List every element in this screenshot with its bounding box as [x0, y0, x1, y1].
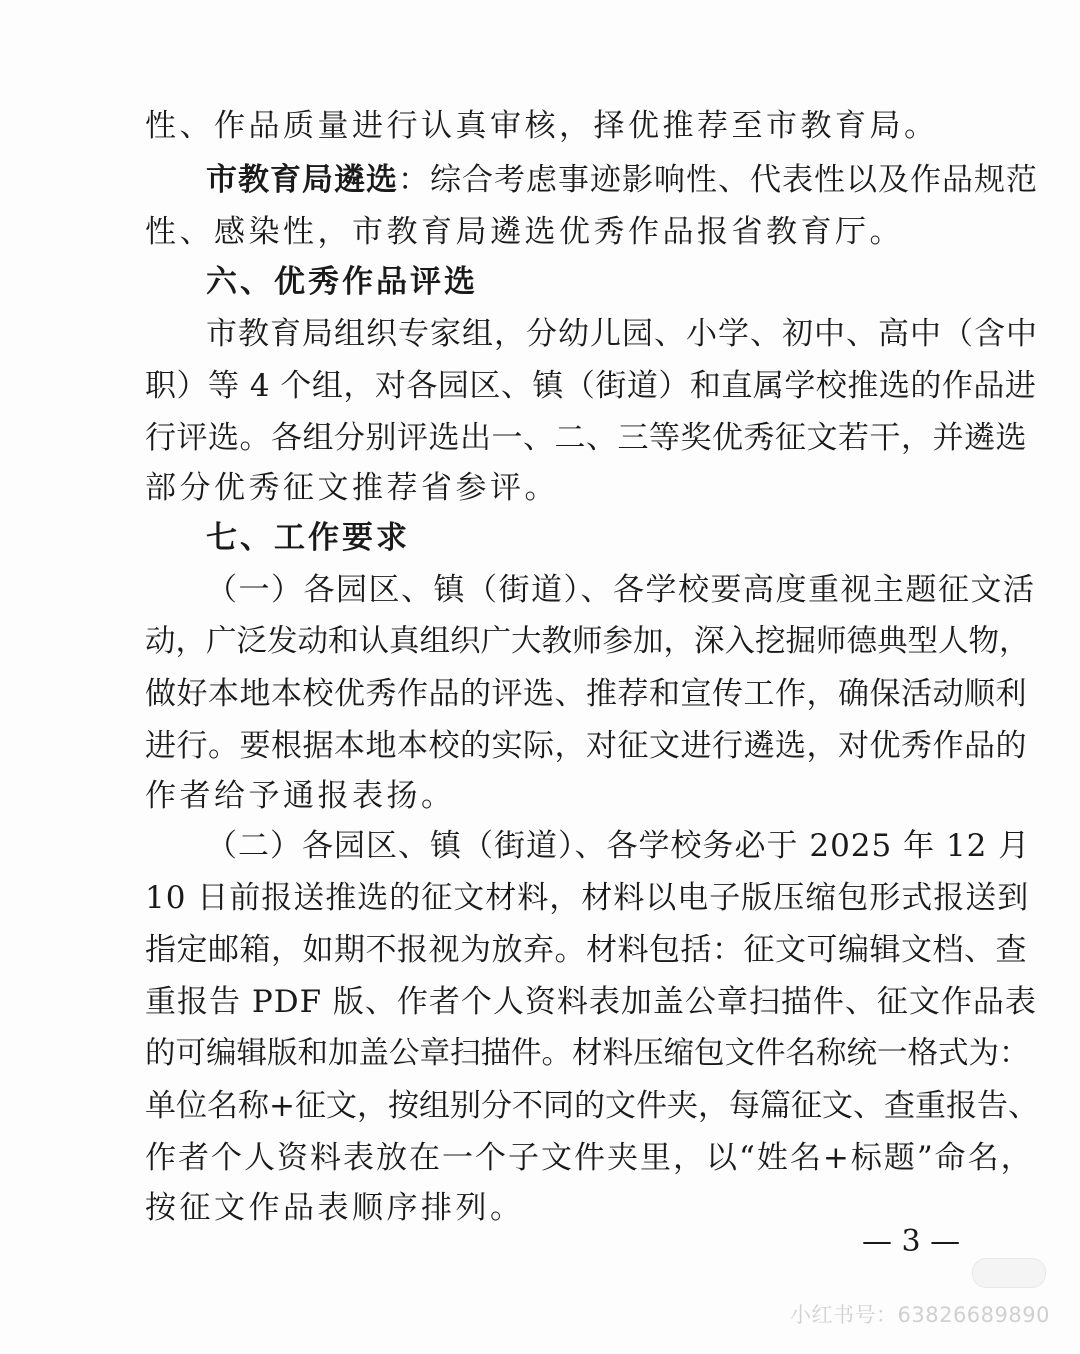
text-line: 指定邮箱，如期不报视为放弃。材料包括：征文可编辑文档、查 [145, 932, 1027, 968]
text-line: 的可编辑版和加盖公章扫描件。材料压缩包文件名称统一格式为： [145, 1036, 1030, 1071]
text-line: 动，广泛发动和认真组织广大教师参加，深入挖掘师德典型人物， [145, 624, 1030, 659]
section-heading-six: 六、优秀作品评选 [206, 264, 478, 300]
text-line: 职）等 4 个组，对各园区、镇（街道）和直属学校推选的作品进 [145, 368, 1037, 404]
text-line: 市教育局组织专家组，分幼儿园、小学、初中、高中（含中 [206, 316, 1038, 352]
text-line: 部分优秀征文推荐省参评。 [145, 470, 559, 506]
bold-lead-term: 市教育局遴选 [206, 162, 398, 198]
text-line: 作者个人资料表放在一个子文件夹里，以“姓名+标题”命名， [145, 1140, 1034, 1176]
text-line: 性、作品质量进行认真审核，择优推荐至市教育局。 [145, 108, 939, 144]
watermark-text: 小红书号：63826689890 [790, 1303, 1050, 1327]
text-line: 作者给予通报表扬。 [145, 778, 456, 814]
text-line: 重报告 PDF 版、作者个人资料表加盖公章扫描件、征文作品表 [145, 984, 1037, 1020]
section-heading-seven: 七、工作要求 [206, 520, 410, 556]
text-line: 做好本地本校优秀作品的评选、推荐和宣传工作，确保活动顺利 [145, 676, 1027, 712]
page-number: — 3 — [862, 1224, 961, 1259]
text-line: 单位名称+征文，按组别分不同的文件夹，每篇征文、查重报告、 [145, 1088, 1039, 1124]
text-line-selection [206, 160, 1038, 200]
text-line: 按征文作品表顺序排列。 [145, 1190, 525, 1226]
text-line: （二）各园区、镇（街道）、各学校务必于 2025 年 12 月 [206, 828, 1031, 864]
text-line: 10 日前报送推选的征文材料，材料以电子版压缩包形式报送到 [145, 880, 1030, 916]
text-line: 行评选。各组分别评选出一、二、三等奖优秀征文若干，并遴选 [145, 420, 1027, 456]
text-span: ：综合考虑事迹影响性、代表性以及作品规范 [398, 162, 1038, 198]
text-line: 进行。要根据本地本校的实际，对征文进行遴选，对优秀作品的 [145, 728, 1027, 764]
text-line: （一）各园区、镇（街道）、各学校要高度重视主题征文活 [206, 572, 1036, 608]
text-line: 性、感染性，市教育局遴选优秀作品报省教育厅。 [145, 214, 904, 250]
watermark-logo-icon [972, 1258, 1046, 1288]
